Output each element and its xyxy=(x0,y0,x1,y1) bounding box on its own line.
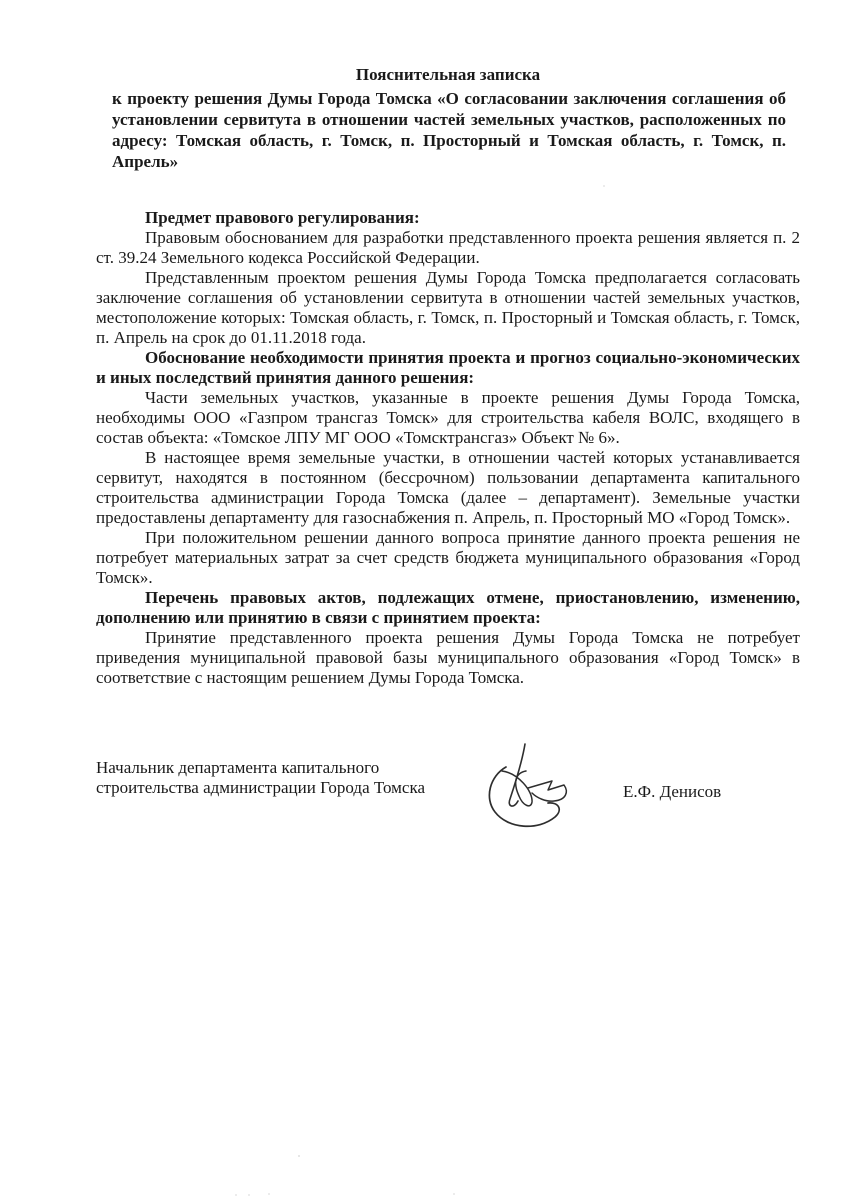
scan-artifact xyxy=(235,1194,237,1196)
document-title: Пояснительная записка xyxy=(355,65,541,84)
section-heading-justification: Обоснование необходимости принятия проекта и прогноз социально-экономических и иных последствий принятия данного решения: xyxy=(96,348,800,387)
paragraph: Правовым обоснованием для разработки представленного проекта решения является п. 2 ст. 39.24 Земельного кодекса Российской Федерации. xyxy=(96,228,800,267)
paragraph: При положительном решении данного вопроса принятие данного проекта решения не потребует материальных затрат за счет средств бюджета муниципального образования «Город Томск». xyxy=(96,528,800,587)
scan-artifact xyxy=(298,1155,300,1157)
handwritten-signature-icon xyxy=(478,740,590,836)
paragraph: В настоящее время земельные участки, в отношении частей которых устанавливается сервитут, находятся в постоянном (бессрочном) пользовании департамента капитального строительства администрации Города Томска (далее – департамент). Земельные участки предоставлены департаменту для газоснабжения п. Апрель, п. Просторный МО «Город Томск». xyxy=(96,448,800,527)
scan-artifact xyxy=(603,185,605,187)
section-heading-subject: Предмет правового регулирования: xyxy=(145,208,420,227)
section-heading-legal-acts: Перечень правовых актов, подлежащих отмене, приостановлению, изменению, дополнению или принятию в связи с принятием проекта: xyxy=(96,588,800,627)
document-subtitle: к проекту решения Думы Города Томска «О согласовании заключения соглашения об установлении сервитута в отношении частей земельных участков, расположенных по адресу: Томская область, г. Томск, п. Просторный и Томская область, г. Томск, п. Апрель» xyxy=(112,89,786,171)
document-sections xyxy=(96,208,800,688)
signatory-name: Е.Ф. Денисов xyxy=(623,782,722,801)
signatory-position-line2: строительства администрации Города Томска xyxy=(96,778,426,797)
scan-artifact xyxy=(453,1193,455,1195)
scan-artifact xyxy=(268,1193,270,1195)
signatory-position xyxy=(96,758,425,798)
paragraph: Представленным проектом решения Думы Города Томска предполагается согласовать заключение соглашения об установлении сервитута в отношении частей земельных участков, местоположение которых: Томская область, г. Томск, п. Просторный и Томская область, г. Томск, п. Апрель на срок до 01.11.2018 года. xyxy=(96,268,800,347)
paragraph: Части земельных участков, указанные в проекте решения Думы Города Томска, необходимы ООО «Газпром трансгаз Томск» для строительства кабеля ВОЛС, входящего в состав объекта: «Томское ЛПУ МГ ООО «Томсктрансгаз» Объект № 6». xyxy=(96,388,800,447)
scan-artifact xyxy=(248,1194,250,1196)
paragraph: Принятие представленного проекта решения Думы Города Томска не потребует приведения муниципальной правовой базы муниципального образования «Город Томск» в соответствие с настоящим решением Думы Города Томска. xyxy=(96,628,800,687)
signatory-position-line1: Начальник департамента капитального xyxy=(96,758,380,777)
document-body xyxy=(96,64,800,688)
